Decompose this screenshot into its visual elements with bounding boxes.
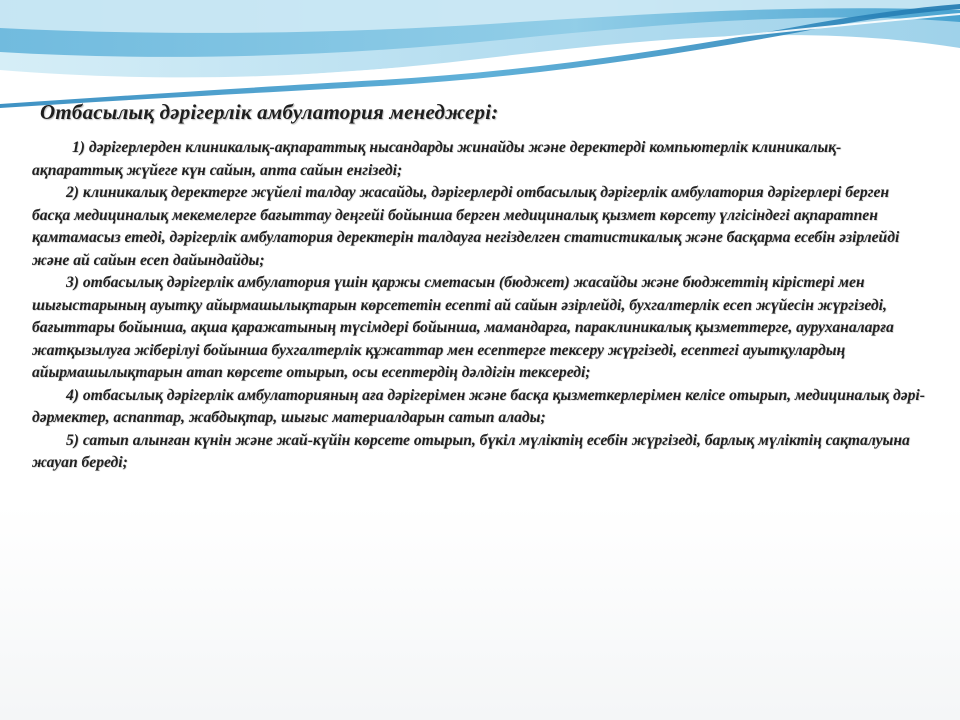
paragraph-5: 5) сатып алынған күнін және жай-күйін көрсете отырып, бүкіл мүліктің есебін жүргізеді, барлық мүліктің сақталуына жауап береді; xyxy=(32,431,910,471)
slide-title: Отбасылық дәрігерлік амбулатория менеджері: xyxy=(40,100,499,124)
body-text xyxy=(32,137,928,475)
paragraph-4: 4) отбасылық дәрігерлік амбулаторияның аға дәрігерімен және басқа қызметкерлерімен келісе отырып, медициналық дәрі-дәрмектер, аспаптар, жабдықтар, шығыс материалдарын сатып алады; xyxy=(32,386,925,426)
paragraph-1: 1) дәрігерлерден клиникалық-ақпараттық нысандарды жинайды және деректерді компьютерлік клиникалық-ақпараттық жүйеге күн сайын, апта сайын енгізеді; xyxy=(32,139,842,179)
paragraph-3: 3) отбасылық дәрігерлік амбулатория үшін қаржы сметасын (бюджет) жасайды және бюджеттің кірістері мен шығыстарының ауытқу айырмашылықтарын көрсететін есепті ай сайын әзірлейді, бухгалтерлік есеп жүйесін жүргізеді, бағыттары бойынша, ақша қаражатының түсімдері бойынша, мамандарға, параклиникалық қызметтерге, ауруханаларға жатқызылуға жіберілуі бойынша бухгалтерлік құжаттар мен есептерге тексеру жүргізеді, есептегі ауытқулардың айырмашылықтарын атап көрсете отырып, осы есептердің дәлдігін тексереді; xyxy=(32,274,894,381)
paragraph-2: 2) клиникалық деректерге жүйелі талдау жасайды, дәрігерлерді отбасылық дәрігерлік амбулатория дәрігерлері берген басқа медициналық мекемелерге бағыттау деңгейі бойынша берген медициналық қызмет көрсету үлгісіндегі ақпаратпен қамтамасыз етеді, дәрігерлік амбулатория деректерін талдауға негізделген статистикалық және басқарма есебін әзірлейді және ай сайын есеп дайындайды; xyxy=(32,184,900,269)
